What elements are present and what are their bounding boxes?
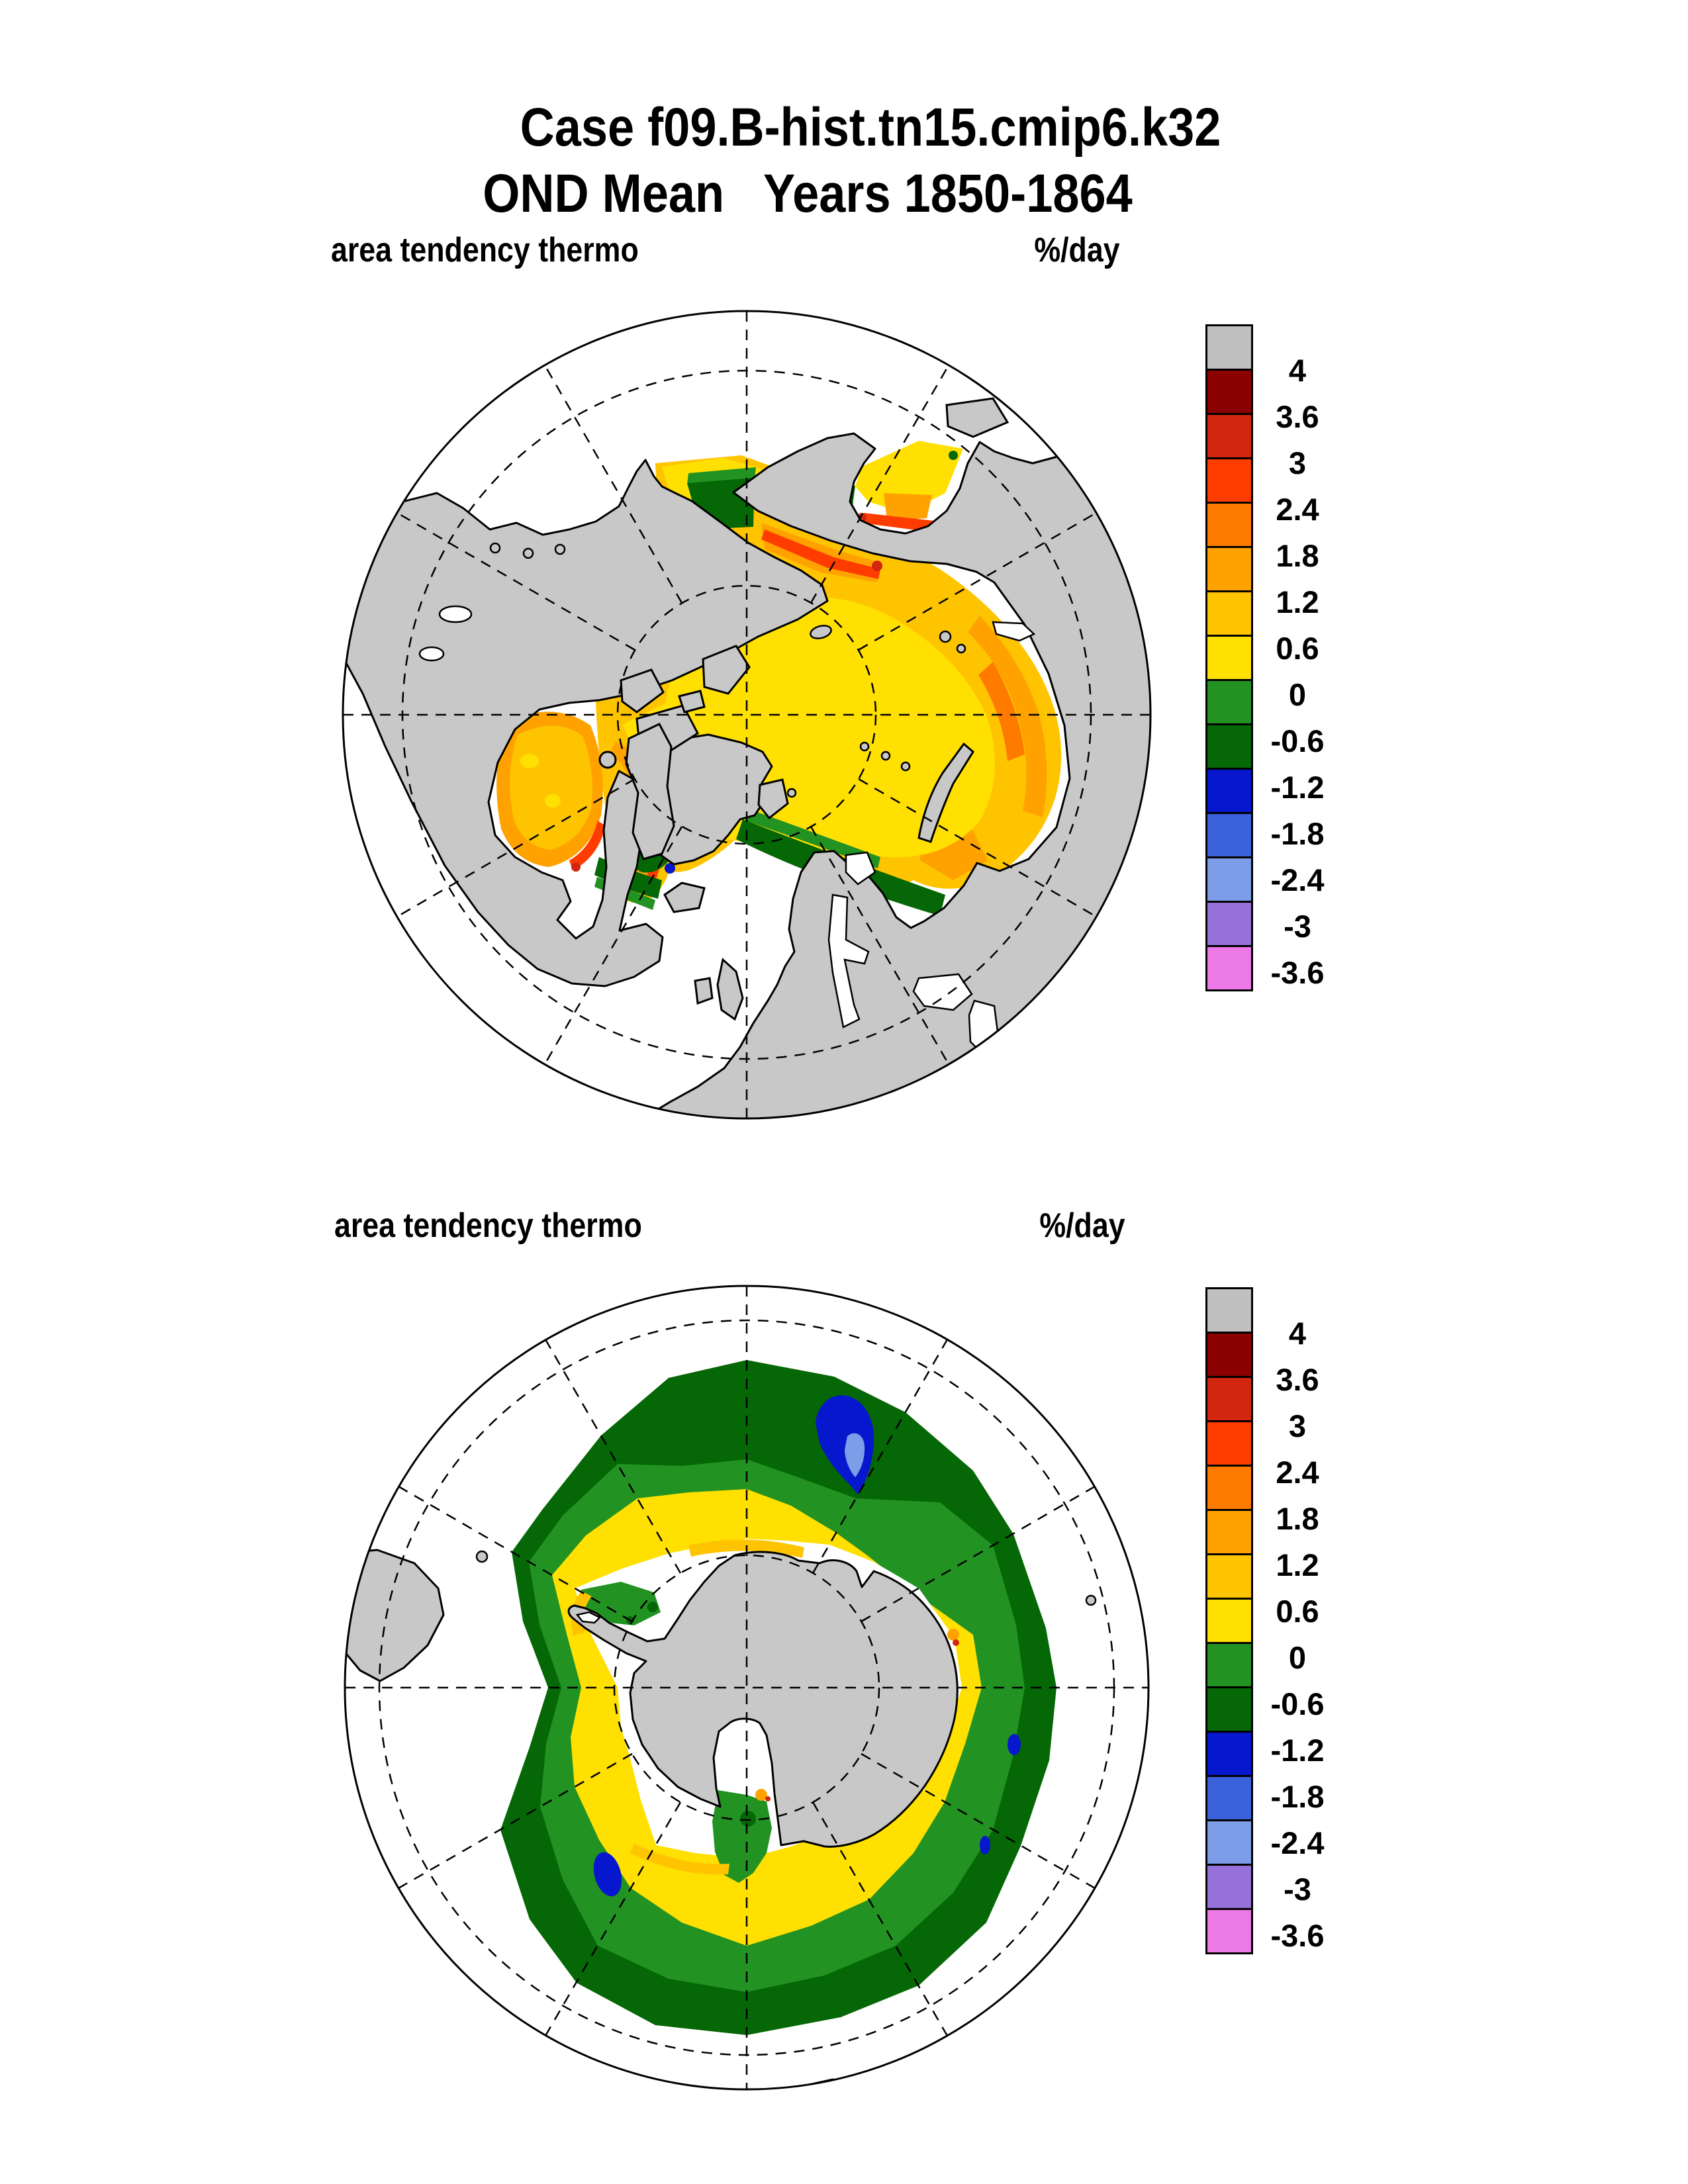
colorbar-tick: -0.6	[1270, 723, 1325, 758]
franz-josef-islet	[861, 743, 868, 751]
okhotsk-green-dot	[949, 451, 958, 460]
colorbar-tick: 1.2	[1276, 584, 1319, 619]
panel1-units-label: %/day	[1034, 231, 1120, 269]
colorbar-tick: 1.2	[1276, 1547, 1319, 1582]
colorbar-tick: -0.6	[1270, 1686, 1325, 1721]
coast-red-speck	[953, 1639, 959, 1646]
colorbar-tick: 3.6	[1276, 1362, 1319, 1397]
period-title: OND Mean Years 1850-1864	[483, 163, 1133, 224]
colorbar-tick: 2.4	[1276, 1455, 1319, 1490]
colorbar-tick: 3.6	[1276, 399, 1319, 434]
colorbar-tick: -1.2	[1270, 770, 1325, 805]
colorbar-tick: -3	[1284, 1872, 1311, 1907]
franz-josef-islet	[882, 752, 890, 760]
ireland	[695, 978, 712, 1003]
southampton-island	[600, 752, 616, 768]
new-siberian-islet	[940, 631, 951, 642]
colorbar-tick: -1.2	[1270, 1733, 1325, 1768]
ross-darkgreen-dot	[740, 1811, 756, 1827]
colorbar-tick: 3	[1288, 445, 1307, 480]
colorbar-tick: 1.8	[1276, 538, 1319, 573]
hudson-yellow-speck	[545, 794, 561, 807]
great-bear-lake	[440, 606, 471, 622]
coast-orange-speck	[947, 1629, 959, 1641]
kerguelen-islet	[1086, 1596, 1096, 1605]
aleutian-islet	[555, 545, 565, 554]
blue-spot-east	[1008, 1734, 1021, 1755]
colorbar-tick: 0	[1288, 1640, 1307, 1675]
great-slave-lake	[420, 647, 444, 660]
hudson-yellow-speck	[520, 754, 539, 768]
colorbar-tick: -2.4	[1270, 862, 1325, 897]
south-georgia-islet	[477, 1551, 487, 1562]
colorbar-tick: 0.6	[1276, 1594, 1319, 1629]
colorbar-tick: 2.4	[1276, 492, 1319, 527]
red-speck	[571, 862, 581, 872]
colorbar-tick: 3	[1288, 1408, 1307, 1443]
colorbar-tick: 0.6	[1276, 631, 1319, 666]
blue-spot-southeast	[980, 1836, 990, 1854]
newfoundland	[357, 1030, 463, 1111]
colorbar-tick: -3.6	[1270, 955, 1325, 990]
aleutian-islet	[524, 549, 533, 558]
arctic-map	[285, 311, 1589, 1191]
svalbard-islet	[788, 789, 796, 797]
colorbar-tick: 0	[1288, 677, 1307, 712]
colorbar-tick: -1.8	[1270, 816, 1325, 851]
colorbar-tick: -1.8	[1270, 1779, 1325, 1814]
red-speck	[872, 561, 882, 571]
case-title: Case f09.B-hist.tn15.cmip6.k32	[520, 97, 1221, 158]
franz-josef-islet	[902, 762, 910, 770]
aleutian-islet	[491, 543, 500, 553]
colorbar-tick: 4	[1288, 1316, 1307, 1351]
colorbar-tick: 1.8	[1276, 1501, 1319, 1536]
panel2-units-label: %/day	[1039, 1206, 1125, 1245]
weddell-darkgreen-dot	[647, 1602, 658, 1612]
colorbar-tick: -2.4	[1270, 1825, 1325, 1860]
new-siberian-islet	[957, 645, 965, 653]
colorbar-tick: -3	[1284, 909, 1311, 944]
colorbar-tick: -3.6	[1270, 1918, 1325, 1953]
colorbar-tick: 4	[1288, 353, 1307, 388]
antarctic-map	[330, 1286, 1149, 2103]
coast-red-speck	[765, 1796, 771, 1801]
panel2-variable-label: area tendency thermo	[334, 1206, 642, 1245]
panel1-variable-label: area tendency thermo	[331, 231, 639, 269]
